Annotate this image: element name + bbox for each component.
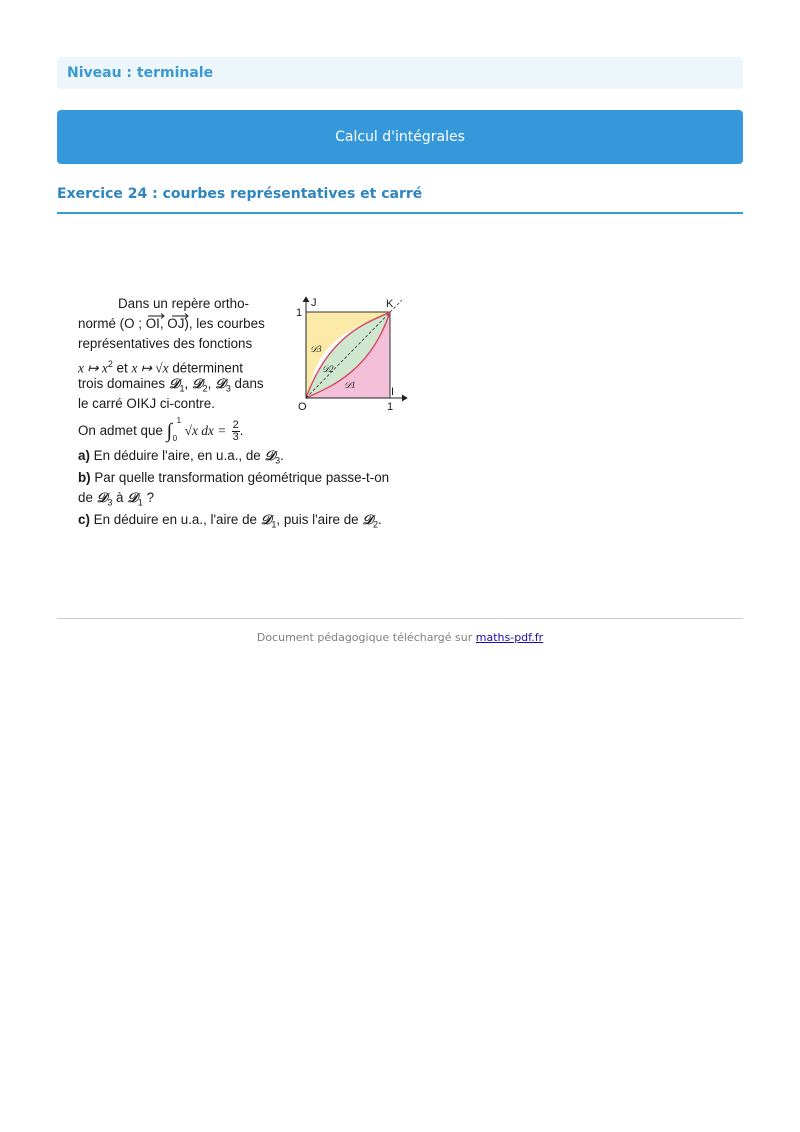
square-graph — [290, 292, 418, 412]
domain-index: 2 — [202, 383, 208, 394]
footer-text: Document pédagogique téléchargé sur — [256, 631, 476, 644]
statement-line-4-end: déterminent — [168, 360, 244, 376]
footer-link[interactable]: maths-pdf.fr — [475, 631, 544, 644]
function-square: x ↦ x — [78, 360, 108, 376]
conjunction: et — [112, 360, 132, 376]
statement-line-7 — [78, 416, 244, 444]
domain-symbol: 𝒟 — [264, 448, 276, 463]
question-c-end: . — [378, 512, 382, 527]
label-J: J — [311, 297, 317, 309]
fraction-denominator: 3 — [232, 431, 239, 443]
integral-sign-group — [166, 416, 185, 444]
domain-index: 3 — [107, 497, 113, 508]
question-a — [78, 448, 284, 469]
question-b-a: à — [112, 490, 128, 505]
integral-upper-bound: 1 — [176, 416, 182, 426]
exercise-scan — [78, 292, 418, 540]
statement-line-4 — [78, 356, 243, 376]
question-b-line-2 — [78, 490, 154, 511]
integrand: √x dx = — [184, 423, 230, 439]
question-c — [78, 512, 382, 533]
question-b-label: b) — [78, 470, 91, 485]
label-O: O — [298, 401, 307, 412]
course-title: Calcul d'intégrales — [335, 129, 465, 145]
level-label: Niveau : terminale — [67, 65, 214, 81]
domain-2-label: 𝒟2 — [322, 364, 334, 374]
domain-index: 3 — [275, 455, 281, 466]
tick-x-1: 1 — [387, 401, 394, 412]
course-title-bar — [57, 110, 743, 164]
x-axis-arrow — [402, 395, 407, 401]
level-banner — [57, 57, 743, 89]
question-a-text: En déduire l'aire, en u.a., de — [89, 448, 265, 463]
integral-sign: ∫ — [166, 420, 173, 443]
question-a-label: a) — [78, 448, 90, 463]
vector-arrows — [146, 312, 196, 320]
domain-symbol: 𝒟 — [191, 376, 203, 391]
statement-line-6: le carré OIKJ ci-contre. — [78, 396, 215, 411]
domain-index: 1 — [179, 383, 185, 394]
statement-line-2-text: normé (O ; OI, OJ), les courbes — [78, 316, 265, 331]
domain-symbol: 𝒟 — [168, 376, 180, 391]
question-a-end: . — [280, 448, 284, 463]
domain-index: 1 — [271, 519, 277, 530]
footer-divider — [57, 618, 743, 619]
domain-index: 2 — [373, 519, 379, 530]
tick-y-1: 1 — [296, 307, 303, 319]
question-b-de: de — [78, 490, 97, 505]
domain-symbol: 𝒟 — [96, 490, 108, 505]
domain-3-label: 𝒟3 — [310, 344, 322, 354]
domain-index: 3 — [225, 383, 231, 394]
domain-index: 1 — [137, 497, 143, 508]
statement-line-1: Dans un repère ortho- — [118, 296, 250, 311]
question-c-mid: , puis l'aire de — [276, 512, 363, 527]
fraction — [232, 420, 240, 443]
exponent: 2 — [107, 359, 113, 369]
question-c-text: En déduire en u.a., l'aire de — [89, 512, 261, 527]
label-K: K — [386, 298, 394, 310]
domain-symbol: 𝒟 — [127, 490, 138, 505]
question-b-line-1 — [78, 470, 389, 486]
label-I: I — [391, 386, 395, 398]
domains-intro: trois domaines — [78, 376, 169, 391]
statement-line-5-end: dans — [230, 376, 264, 391]
exercise-title-underline — [57, 212, 743, 214]
integral-lower-bound: 0 — [172, 434, 178, 444]
statement-line-5: trois domaines 𝒟$_1$, 𝒟$_2$, 𝒟$_3$ dans — [78, 376, 264, 394]
fraction-numerator: 2 — [232, 419, 239, 431]
domain-symbol: 𝒟 — [260, 512, 272, 527]
function-sqrt: x ↦ √x — [131, 360, 169, 376]
y-axis-arrow — [303, 297, 309, 302]
question-b-text: Par quelle transformation géométrique passe-t-on — [90, 470, 390, 485]
exercise-title: Exercice 24 : courbes représentatives et carré — [57, 186, 423, 202]
question-b-end: ? — [142, 490, 155, 505]
footer — [57, 631, 743, 644]
question-c-label: c) — [78, 512, 90, 527]
domain-1-label: 𝒟1 — [344, 380, 356, 390]
domain-symbol: 𝒟 — [215, 376, 226, 391]
domain-symbol: 𝒟 — [362, 512, 374, 527]
statement-line-3: représentatives des fonctions — [78, 336, 253, 351]
admission-text: On admet que — [78, 423, 167, 439]
statement-line-7-end: . — [239, 423, 244, 439]
